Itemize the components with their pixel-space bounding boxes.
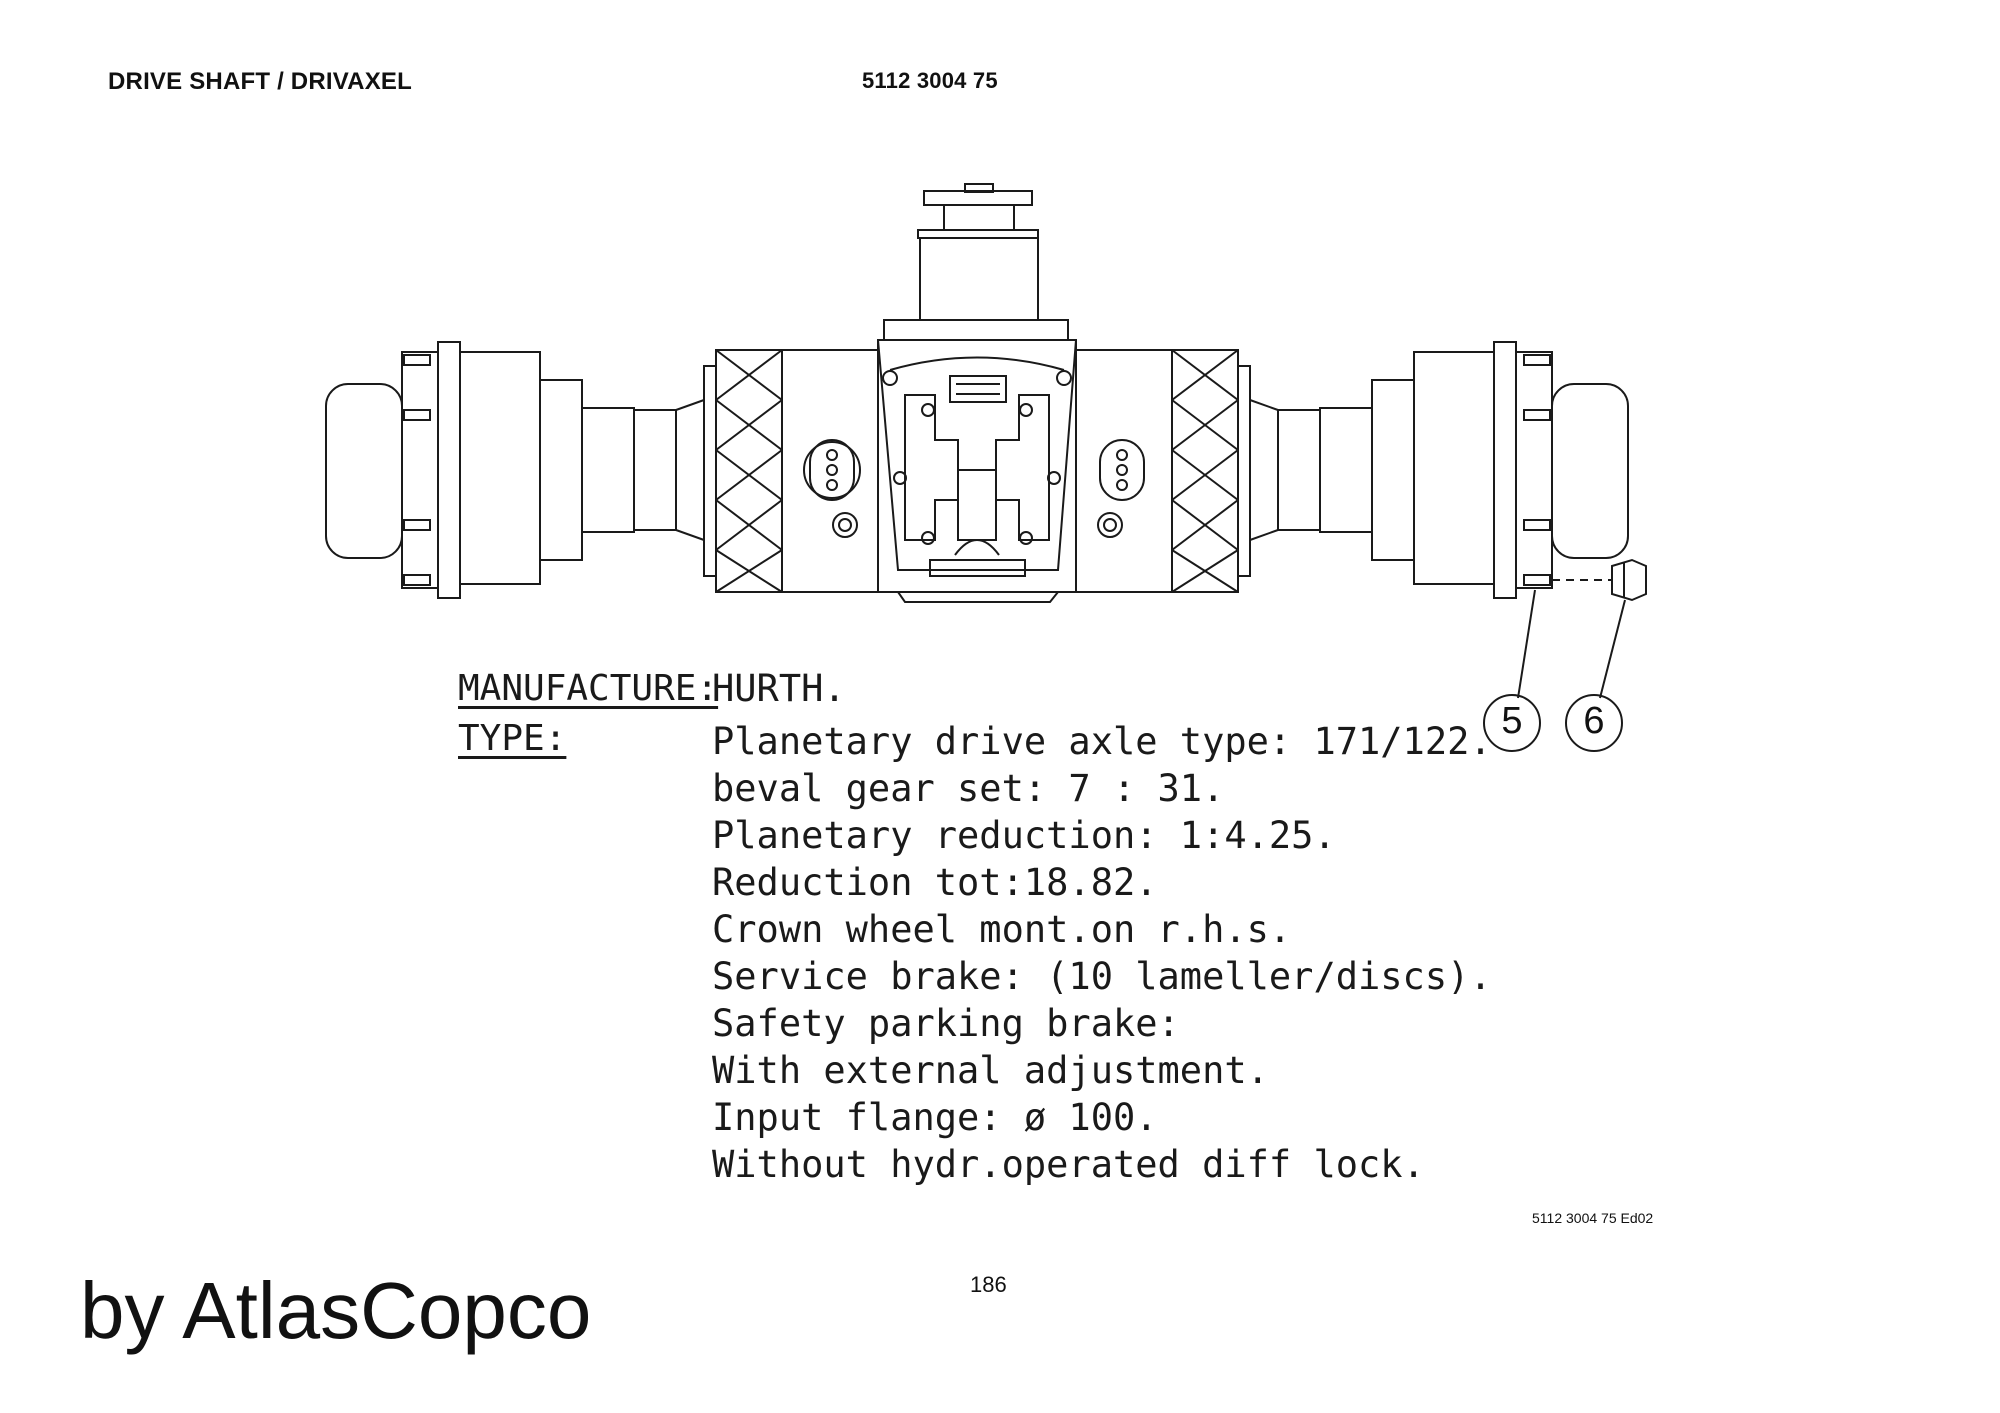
wheel-nut: [1552, 560, 1646, 600]
part-number: 5112 3004 75: [862, 68, 998, 93]
callout-6: 6: [1583, 700, 1605, 742]
spec-line: Planetary drive axle type: 171/122.: [712, 720, 1492, 763]
left-axle-housing: [326, 342, 878, 598]
brand-footer: by AtlasCopco: [80, 1266, 592, 1355]
page-number: 186: [970, 1272, 1007, 1297]
right-axle-housing: [1076, 342, 1628, 598]
type-label: TYPE:: [458, 718, 567, 759]
spec-lines: [712, 718, 1492, 1188]
callout-6-leader: [1600, 600, 1625, 698]
callout-5-leader: [1518, 590, 1535, 698]
manufacture-value: HURTH.: [712, 667, 846, 710]
spec-line: Crown wheel mont.on r.h.s.: [712, 908, 1292, 951]
input-flange: [884, 184, 1068, 340]
spec-line: beval gear set: 7 : 31.: [712, 767, 1225, 810]
manufacture-label: MANUFACTURE:: [458, 668, 719, 709]
spec-line: Input flange: ø 100.: [712, 1096, 1158, 1139]
spec-line: Reduction tot:18.82.: [712, 861, 1158, 904]
callout-5: 5: [1501, 700, 1523, 742]
doc-reference: 5112 3004 75 Ed02: [1532, 1210, 1654, 1226]
spec-line: Safety parking brake:: [712, 1002, 1180, 1045]
differential-housing: [878, 340, 1076, 602]
spec-line: Service brake: (10 lameller/discs).: [712, 955, 1492, 998]
spec-line: Without hydr.operated diff lock.: [712, 1143, 1425, 1186]
document-title: DRIVE SHAFT / DRIVAXEL: [108, 68, 412, 95]
spec-line: Planetary reduction: 1:4.25.: [712, 814, 1336, 857]
spec-line: With external adjustment.: [712, 1049, 1269, 1092]
